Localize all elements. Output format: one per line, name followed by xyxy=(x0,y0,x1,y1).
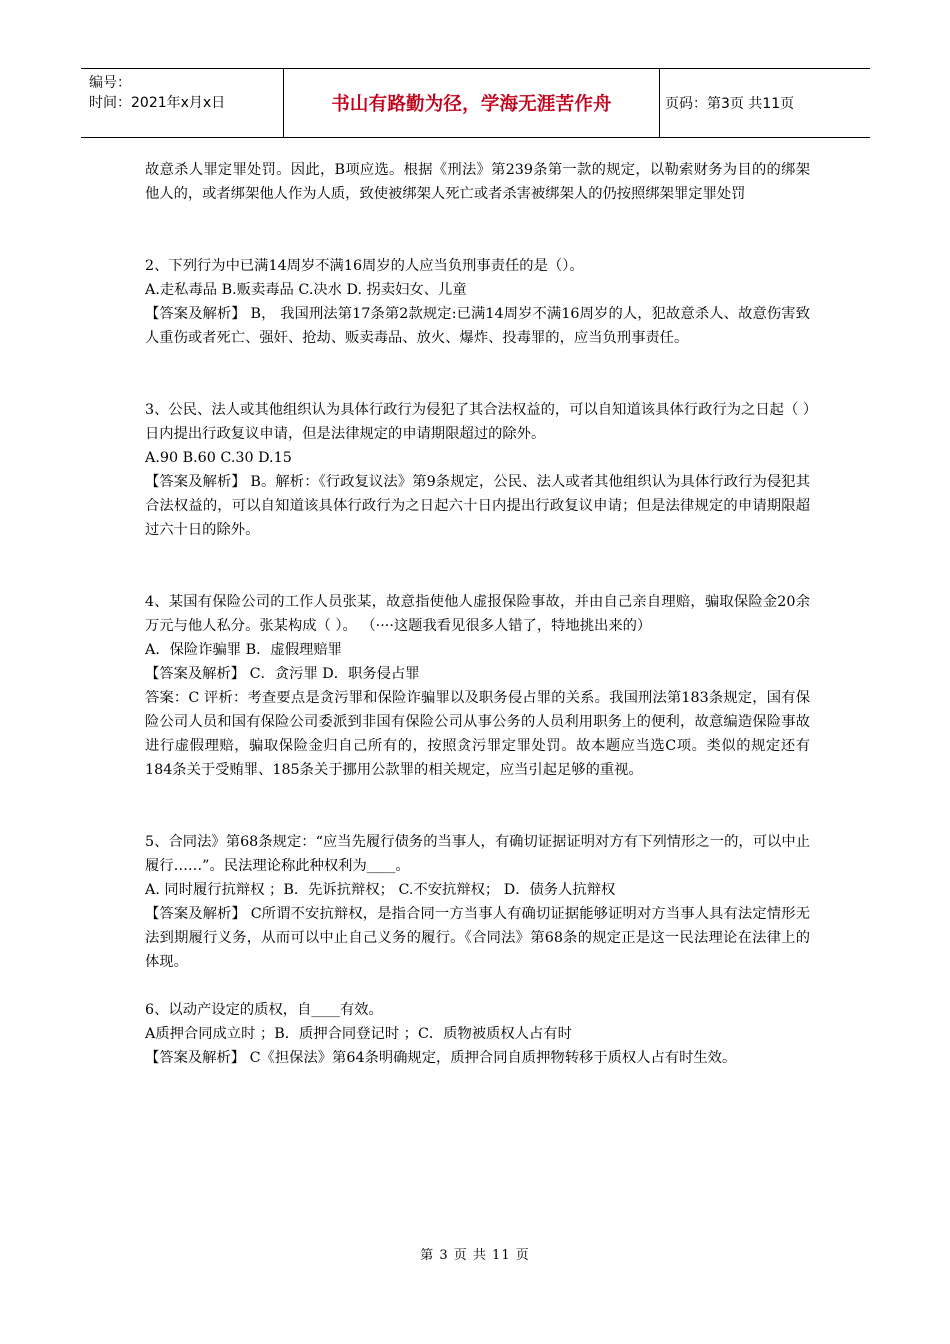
question-3-options: A.90 B.60 C.30 D.15 xyxy=(145,450,292,466)
question-4-options: A．保险诈骗罪 B．虚假理赔罪 xyxy=(145,642,342,658)
header-page-info: 页码：第3页 共11页 xyxy=(665,96,795,112)
question-4-answer: 【答案及解析】 C．贪污罪 D．职务侵占罪 xyxy=(145,666,420,682)
page-footer: 第 3 页 共 11 页 xyxy=(420,1248,530,1263)
page-header xyxy=(81,68,870,138)
question-5-answer: 【答案及解析】 C所谓不安抗辩权，是指合同一方当事人有确切证据能够证明对方当事人具有法定情形无法到期履行义务，从而可以中止自己义务的履行。《合同法》第68条的规定正是这一民法理论在法律上的体现。 xyxy=(145,906,810,970)
document-body xyxy=(145,158,810,1070)
question-3-stem: 3、公民、法人或其他组织认为具体行政行为侵犯了其合法权益的，可以自知道该具体行政行为之日起（ ）日内提出行政复议申请，但是法律规定的申请期限超过的除外。 xyxy=(145,402,810,442)
question-6-stem: 6、以动产设定的质权，自____有效。 xyxy=(145,1002,383,1018)
paragraph: 故意杀人罪定罪处罚。因此，B项应选。根据《刑法》第239条第一款的规定，以勒索财务为目的的绑架他人的，或者绑架他人作为人质，致使被绑架人死亡或者杀害被绑架人的仍按照绑架罪定罪处罚 xyxy=(145,162,810,202)
question-5-stem: 5、合同法》第68条规定：“应当先履行债务的当事人，有确切证据证明对方有下列情形之一的，可以中止履行……”。民法理论称此种权利为____。 xyxy=(145,834,810,874)
question-4-stem: 4、某国有保险公司的工作人员张某，故意指使他人虚报保险事故，并由自己亲自理赔，骗取保险金20余万元与他人私分。张某构成（ ）。 （····这题我看见很多人错了，特地挑出来的） xyxy=(145,594,810,634)
question-4-explanation: 答案：C 评析：考查要点是贪污罪和保险诈骗罪以及职务侵占罪的关系。我国刑法第183条规定，国有保险公司人员和国有保险公司委派到非国有保险公司从事公务的人员利用职务上的便利，故意编造保险事故进行虚假理赔，骗取保险金归自己所有的，按照贪污罪定罪处罚。故本题应当选C项。类似的规定还有184条关于受贿罪、185条关于挪用公款罪的相关规定，应当引起足够的重视。 xyxy=(145,690,810,778)
document-date-label: 时间：2021年x月x日 xyxy=(89,95,226,111)
spacer xyxy=(145,350,810,398)
header-divider xyxy=(659,69,660,137)
spacer xyxy=(145,542,810,590)
question-2-options: A.走私毒品 B.贩卖毒品 C.决水 D. 拐卖妇女、儿童 xyxy=(145,282,467,298)
spacer xyxy=(145,206,810,254)
question-3-answer: 【答案及解析】 B。解析：《行政复议法》第9条规定，公民、法人或者其他组织认为具体行政行为侵犯其合法权益的，可以自知道该具体行政行为之日起六十日内提出行政复议申请；但是法律规定的申请期限超过六十日的除外。 xyxy=(145,474,810,538)
document-number-label: 编号： xyxy=(89,75,131,91)
question-2-stem: 2、下列行为中已满14周岁不满16周岁的人应当负刑事责任的是（）。 xyxy=(145,258,584,274)
question-2-answer: 【答案及解析】 B， 我国刑法第17条第2款规定:已满14周岁不满16周岁的人，犯故意杀人、故意伤害致人重伤或者死亡、强奸、抢劫、贩卖毒品、放火、爆炸、投毒罪的，应当负刑事责任。 xyxy=(145,306,810,346)
header-meta xyxy=(89,73,279,113)
question-6-options: A质押合同成立时 ；B．质押合同登记时 ；C．质物被质权人占有时 xyxy=(145,1026,572,1042)
question-5-options: A. 同时履行抗辩权 ；B．先诉抗辩权； C.不安抗辩权； D．债务人抗辩权 xyxy=(145,882,616,898)
header-motto: 书山有路勤为径，学海无涯苦作舟 xyxy=(331,94,612,115)
spacer xyxy=(145,782,810,830)
question-6-answer: 【答案及解析】 C《担保法》第64条明确规定，质押合同自质押物转移于质权人占有时生效。 xyxy=(145,1050,737,1066)
spacer xyxy=(145,974,810,998)
